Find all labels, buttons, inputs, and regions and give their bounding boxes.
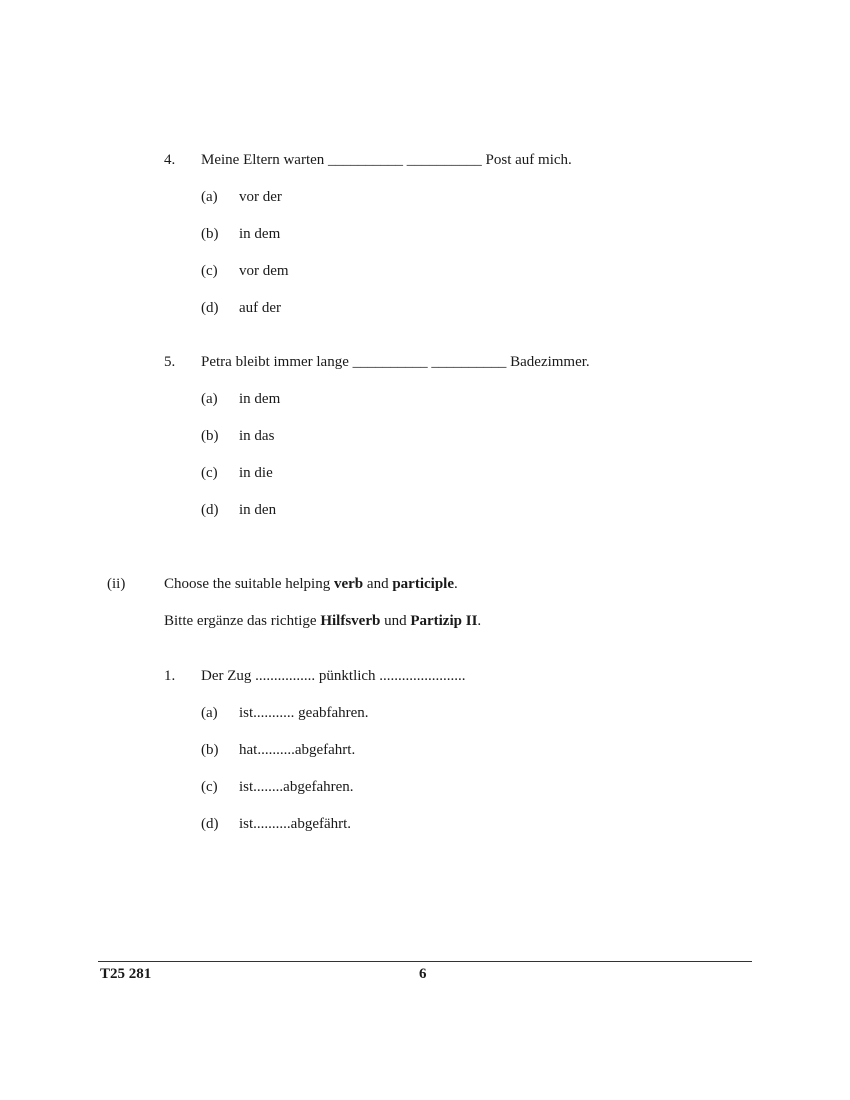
q5-option-c-text: in die: [239, 465, 273, 481]
footer-page-number: 6: [419, 966, 427, 982]
instruction-de-suffix: .: [477, 613, 482, 629]
section-ii-instruction-en: [164, 576, 458, 593]
q5-option-d-label: (d): [201, 502, 219, 518]
q4-option-b-label: (b): [201, 226, 219, 242]
qii1-option-d-label: (d): [201, 816, 219, 832]
instruction-en-bold-participle: participle: [392, 576, 454, 592]
qii1-option-a-label: (a): [201, 705, 218, 721]
instruction-en-prefix: Choose the suitable helping: [164, 576, 334, 592]
q4-option-b-text: in dem: [239, 226, 281, 242]
q5-option-b-label: (b): [201, 428, 219, 444]
instruction-de-bold-hilfsverb: Hilfsverb: [320, 613, 381, 629]
instruction-de-prefix: Bitte ergänze das richtige: [164, 613, 321, 629]
q4-option-d-label: (d): [201, 300, 219, 316]
question-4-number: 4.: [164, 152, 176, 168]
instruction-de-mid: und: [380, 613, 411, 629]
q4-option-c-label: (c): [201, 263, 218, 279]
qii1-option-a-text: ist........... geabfahren.: [239, 705, 369, 721]
instruction-en-suffix: .: [453, 576, 458, 592]
footer-divider: [98, 961, 752, 962]
qii1-option-b-text: hat..........abgefahrt.: [239, 742, 356, 758]
qii1-option-c-label: (c): [201, 779, 218, 795]
instruction-en-mid: and: [363, 576, 393, 592]
question-ii-1-text: Der Zug ................ pünktlich .......................: [201, 668, 466, 684]
q4-option-c-text: vor dem: [239, 263, 289, 279]
q5-option-d-text: in den: [239, 502, 277, 518]
section-ii-instruction-de: [164, 613, 481, 630]
q4-option-a-label: (a): [201, 189, 218, 205]
instruction-de-bold-partizip: Partizip II: [410, 613, 478, 629]
qii1-option-c-text: ist........abgefahren.: [239, 779, 354, 795]
q5-option-a-label: (a): [201, 391, 218, 407]
question-ii-1-number: 1.: [164, 668, 176, 684]
question-4-text: Meine Eltern warten __________ __________ Post auf mich.: [201, 152, 572, 168]
instruction-en-bold-verb: verb: [333, 576, 364, 592]
q5-option-a-text: in dem: [239, 391, 281, 407]
footer-paper-code: T25 281: [100, 966, 152, 982]
q5-option-b-text: in das: [239, 428, 275, 444]
question-5-number: 5.: [164, 354, 176, 370]
question-5-text: Petra bleibt immer lange __________ __________ Badezimmer.: [201, 354, 590, 370]
qii1-option-b-label: (b): [201, 742, 219, 758]
q5-option-c-label: (c): [201, 465, 218, 481]
q4-option-a-text: vor der: [239, 189, 282, 205]
q4-option-d-text: auf der: [239, 300, 282, 316]
section-ii-label: (ii): [107, 576, 126, 592]
qii1-option-d-text: ist..........abgefährt.: [239, 816, 352, 832]
